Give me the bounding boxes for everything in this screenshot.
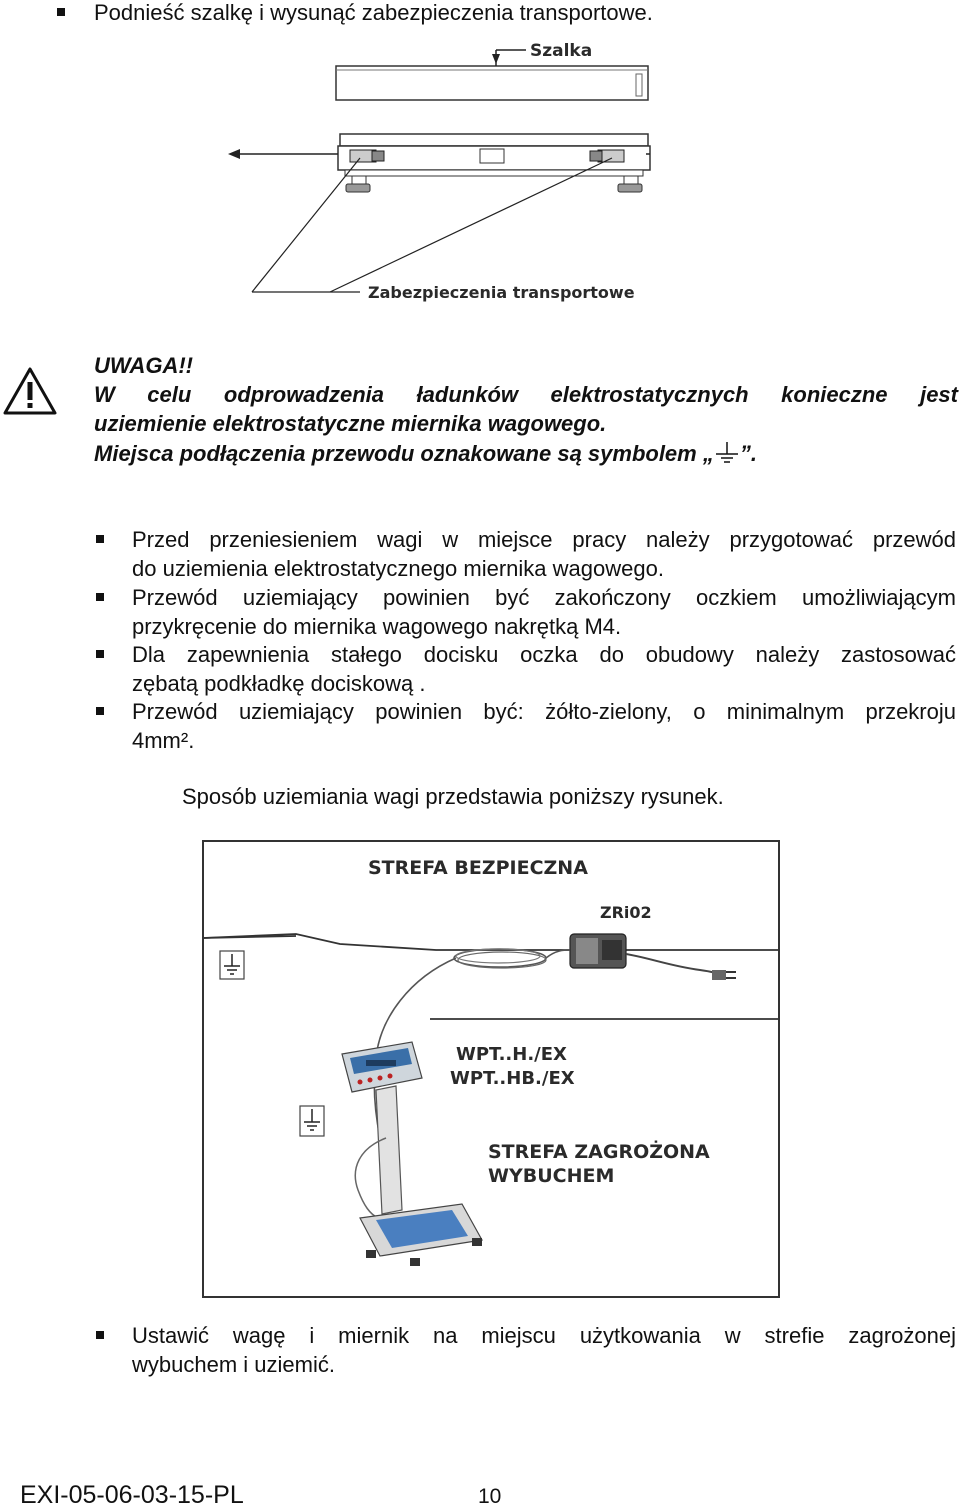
power-supply-icon <box>570 934 626 968</box>
instruction-text: Ustawić wagę i miernik na miejscu użytkowania w strefie zagrożonej <box>132 1323 956 1348</box>
bullet-marker <box>96 707 104 715</box>
list-item-line: Przewód uziemiający powinien być zakończony oczkiem umożliwiającym <box>132 585 956 610</box>
label-model-2: WPT..HB./EX <box>450 1068 575 1089</box>
list-item-line: przykręcenie do miernika wagowego nakrętką M4. <box>132 614 622 639</box>
warning-line-3 <box>94 439 757 468</box>
list-item-line: zębatą podkładkę dociskową . <box>132 671 426 696</box>
list-item-line: Przewód uziemiający powinien być: żółto-zielony, o minimalnym przekroju <box>132 699 956 724</box>
bullet-marker <box>96 650 104 658</box>
label-danger-zone-1: STREFA ZAGROŻONA <box>488 1141 710 1163</box>
warning-line-1: W celu odprowadzenia ładunków elektrostatycznych konieczne jest <box>94 382 958 407</box>
label-szalka: Szalka <box>530 41 593 61</box>
ground-symbol-icon <box>300 1106 324 1136</box>
grounding-diagram <box>200 838 782 1300</box>
list-item-line: Dla zapewnienia stałego docisku oczka do obudowy należy zastosować <box>132 642 956 667</box>
instruction-text: wybuchem i uziemić. <box>132 1352 335 1377</box>
label-model-1: WPT..H./EX <box>456 1044 567 1065</box>
list-item-line: 4mm². <box>132 728 195 753</box>
page-number: 10 <box>478 1485 502 1508</box>
list-item-line: Przed przeniesieniem wagi w miejsce pracy należy przygotować przewód <box>132 527 956 552</box>
warning-line-3-end: ”. <box>739 441 757 466</box>
label-danger-zone-2: WYBUCHEM <box>488 1165 615 1187</box>
warning-triangle-icon <box>2 366 58 416</box>
list-item-line: do uziemienia elektrostatycznego miernika wagowego. <box>132 556 664 581</box>
label-safe-zone: STREFA BEZPIECZNA <box>368 857 588 879</box>
bullet-marker <box>96 535 104 543</box>
label-transport-locks: Zabezpieczenia transportowe <box>368 283 635 302</box>
ground-symbol-icon <box>714 441 740 465</box>
warning-line-3-text: Miejsca podłączenia przewodu oznakowane są symbolem „ <box>94 441 714 466</box>
label-device-zri02: ZRi02 <box>600 903 652 922</box>
bullet-marker <box>57 8 65 16</box>
bullet-marker <box>96 1331 104 1339</box>
warning-title: UWAGA!! <box>94 353 193 378</box>
document-code: EXI-05-06-03-15-PL <box>20 1481 244 1509</box>
scale-diagram <box>220 34 660 309</box>
warning-line-2: uziemienie elektrostatyczne miernika wagowego. <box>94 411 607 436</box>
figure-caption: Sposób uziemiania wagi przedstawia poniższy rysunek. <box>182 784 724 809</box>
instruction-text: Podnieść szalkę i wysunąć zabezpieczenia transportowe. <box>94 0 653 25</box>
ground-symbol-icon <box>220 951 244 979</box>
bullet-marker <box>96 593 104 601</box>
